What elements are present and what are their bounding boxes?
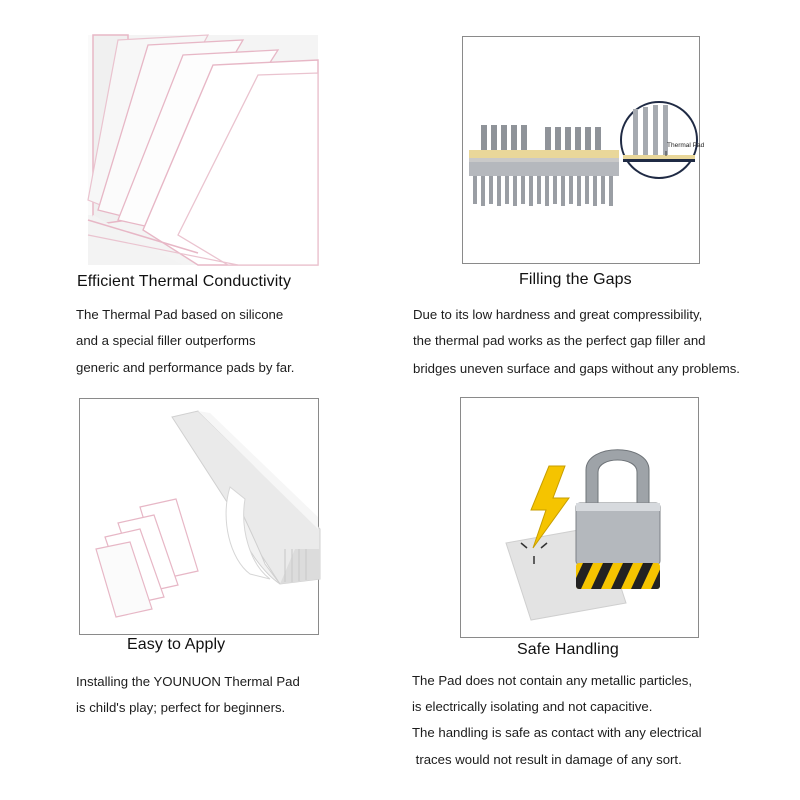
section-title-easy-apply: Easy to Apply xyxy=(127,636,226,653)
padlock-body xyxy=(576,503,660,565)
padlock-safety-image xyxy=(460,397,699,638)
section-text-line: Installing the YOUNUON Thermal Pad xyxy=(76,674,300,689)
section-text-line: The Pad does not contain any metallic particles, xyxy=(412,673,693,688)
heatsink-gap-diagram-image xyxy=(462,36,705,264)
section-title-safe-handling: Safe Handling xyxy=(517,641,619,658)
section-text-line: generic and performance pads by far. xyxy=(76,360,295,375)
section-title-filling-gaps: Filling the Gaps xyxy=(519,271,632,288)
pad-application-image xyxy=(79,398,319,635)
section-text-line: traces would not result in damage of any sort. xyxy=(412,752,682,767)
section-text-line: The handling is safe as contact with any electrical xyxy=(412,725,702,740)
thermal-pad-sheets-image xyxy=(88,35,318,265)
section-text-line: Due to its low hardness and great compressibility, xyxy=(413,307,703,322)
thermal-pad-callout-label: Thermal Pad xyxy=(667,142,705,149)
section-text-line: the thermal pad works as the perfect gap filler and xyxy=(413,333,706,348)
section-text-line: bridges uneven surface and gaps without any problems. xyxy=(413,361,740,376)
section-text-line: is electrically isolating and not capacitive. xyxy=(412,699,653,714)
section-text-line: The Thermal Pad based on silicone xyxy=(76,307,284,322)
section-title-thermal-conductivity: Efficient Thermal Conductivity xyxy=(77,273,292,290)
section-text-line: is child's play; perfect for beginners. xyxy=(76,700,286,715)
section-text-line: and a special filler outperforms xyxy=(76,333,256,348)
